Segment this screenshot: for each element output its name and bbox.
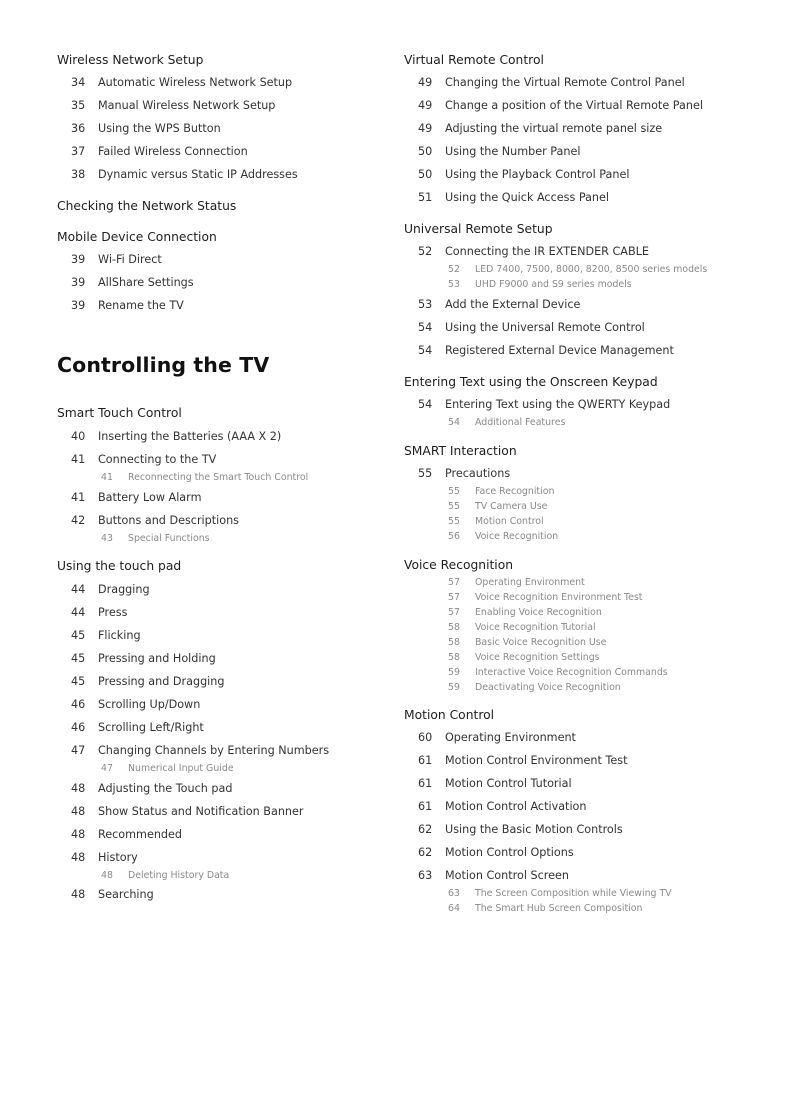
toc-entry[interactable] (57, 276, 194, 289)
entry-title: Enabling Voice Recognition (475, 607, 602, 618)
entry-title: Motion Control (475, 516, 544, 527)
page-number: 48 (71, 851, 86, 864)
entry-title: Using the WPS Button (98, 122, 221, 135)
toc-entry[interactable] (57, 744, 329, 757)
entry-title: Using the Number Panel (445, 145, 581, 158)
toc-entry[interactable] (57, 168, 298, 181)
page-number: 61 (418, 754, 433, 767)
page-number: 53 (418, 298, 433, 311)
page-number: 50 (418, 145, 433, 158)
entry-title: Pressing and Holding (98, 652, 216, 665)
toc-subentry[interactable] (57, 763, 234, 774)
page-number: 57 (448, 592, 460, 603)
page-number: 52 (418, 245, 433, 258)
toc-subentry[interactable] (404, 417, 565, 428)
page-number: 46 (71, 721, 86, 734)
page-number: 63 (448, 888, 460, 899)
page-number: 55 (448, 516, 460, 527)
toc-subentry[interactable] (404, 652, 600, 663)
page-number: 55 (448, 501, 460, 512)
entry-title: TV Camera Use (475, 501, 548, 512)
entry-title: Dynamic versus Static IP Addresses (98, 168, 298, 181)
entry-title: Show Status and Notification Banner (98, 805, 304, 818)
page-number: 61 (418, 777, 433, 790)
toc-entry[interactable] (404, 731, 576, 744)
toc-entry[interactable] (57, 453, 216, 466)
toc-entry[interactable] (57, 606, 127, 619)
toc-subentry[interactable] (404, 279, 632, 290)
page-number: 54 (418, 344, 433, 357)
entry-title: Motion Control Screen (445, 869, 569, 882)
toc-entry[interactable] (57, 652, 216, 665)
section-heading[interactable]: Virtual Remote Control (404, 53, 544, 67)
entry-title: Motion Control Environment Test (445, 754, 628, 767)
page-number: 45 (71, 675, 86, 688)
toc-subentry[interactable] (404, 264, 707, 275)
page-number: 44 (71, 606, 86, 619)
page-number: 53 (448, 279, 460, 290)
entry-title: Voice Recognition (475, 531, 559, 542)
page-number: 36 (71, 122, 86, 135)
toc-entry[interactable] (404, 122, 662, 135)
entry-title: Recommended (98, 828, 183, 841)
section-heading[interactable]: Motion Control (404, 708, 495, 722)
page-number: 48 (71, 782, 86, 795)
toc-entry[interactable] (57, 76, 292, 89)
toc-entry[interactable] (57, 851, 138, 864)
entry-title: Voice Recognition Settings (475, 652, 600, 663)
toc-entry[interactable] (404, 245, 649, 258)
entry-title: Using the Playback Control Panel (445, 168, 630, 181)
entry-title: Entering Text using the QWERTY Keypad (445, 398, 671, 411)
entry-title: Special Functions (128, 533, 210, 544)
page-number: 41 (71, 453, 86, 466)
section-heading[interactable]: Universal Remote Setup (404, 222, 553, 236)
entry-title: Press (98, 606, 128, 619)
entry-title: Inserting the Batteries (AAA X 2) (98, 430, 282, 443)
entry-title: Scrolling Up/Down (98, 698, 201, 711)
page-number: 54 (418, 398, 433, 411)
page-number: 45 (71, 629, 86, 642)
entry-title: Reconnecting the Smart Touch Control (128, 472, 309, 483)
page-number: 60 (418, 731, 433, 744)
toc-entry[interactable] (404, 321, 645, 334)
entry-title: Flicking (98, 629, 141, 642)
toc-entry[interactable] (57, 828, 182, 841)
entry-title: Using the Quick Access Panel (445, 191, 610, 204)
toc-entry[interactable] (404, 168, 629, 181)
toc-entry[interactable] (404, 191, 609, 204)
entry-title: AllShare Settings (98, 276, 194, 289)
toc-entry[interactable] (57, 629, 141, 642)
page-number: 62 (418, 846, 433, 859)
entry-title: Deactivating Voice Recognition (475, 682, 621, 693)
page-number: 40 (71, 430, 86, 443)
entry-title: Voice Recognition Tutorial (475, 622, 596, 633)
toc-subentry[interactable] (404, 501, 547, 512)
page-number: 34 (71, 76, 86, 89)
toc-entry[interactable] (404, 99, 703, 112)
page-number: 39 (71, 276, 86, 289)
entry-title: Searching (98, 888, 154, 901)
entry-title: Face Recognition (475, 486, 555, 497)
entry-title: Operating Environment (475, 577, 585, 588)
toc-entry[interactable] (404, 754, 628, 767)
entry-title: Additional Features (475, 417, 566, 428)
page-number: 58 (448, 622, 460, 633)
page-number: 48 (71, 828, 86, 841)
toc-subentry[interactable] (57, 870, 229, 881)
toc-entry[interactable] (57, 253, 162, 266)
page-number: 49 (418, 99, 433, 112)
page-number: 35 (71, 99, 86, 112)
page-number: 58 (448, 652, 460, 663)
entry-title: Automatic Wireless Network Setup (98, 76, 293, 89)
toc-subentry[interactable] (404, 607, 602, 618)
section-heading[interactable]: Wireless Network Setup (57, 53, 204, 67)
page-number: 47 (71, 744, 86, 757)
page-number: 48 (101, 870, 113, 881)
page-number: 42 (71, 514, 86, 527)
page-number: 59 (448, 667, 460, 678)
toc-entry[interactable] (404, 823, 623, 836)
entry-title: The Smart Hub Screen Composition (475, 903, 643, 914)
entry-title: Scrolling Left/Right (98, 721, 204, 734)
page-number: 48 (71, 805, 86, 818)
entry-title: Changing the Virtual Remote Control Panel (445, 76, 685, 89)
page-number: 45 (71, 652, 86, 665)
entry-title: UHD F9000 and S9 series models (475, 279, 632, 290)
entry-title: Manual Wireless Network Setup (98, 99, 276, 112)
entry-title: Connecting to the TV (98, 453, 217, 466)
toc-entry[interactable] (57, 514, 239, 527)
page-number: 59 (448, 682, 460, 693)
toc-entry[interactable] (404, 467, 510, 480)
toc-entry[interactable] (57, 888, 154, 901)
page-number: 63 (418, 869, 433, 882)
page-number: 37 (71, 145, 86, 158)
toc-entry[interactable] (404, 298, 580, 311)
page-number: 62 (418, 823, 433, 836)
entry-title: Basic Voice Recognition Use (475, 637, 607, 648)
toc-entry[interactable] (57, 721, 204, 734)
toc-entry[interactable] (404, 777, 572, 790)
page-number: 58 (448, 637, 460, 648)
page-number: 38 (71, 168, 86, 181)
toc-entry[interactable] (57, 805, 304, 818)
page-number: 50 (418, 168, 433, 181)
entry-title: Motion Control Options (445, 846, 574, 859)
toc-subentry[interactable] (404, 667, 668, 678)
page-number: 61 (418, 800, 433, 813)
section-heading[interactable]: Mobile Device Connection (57, 230, 217, 244)
page-number: 54 (448, 417, 460, 428)
entry-title: Battery Low Alarm (98, 491, 202, 504)
section-heading[interactable]: Smart Touch Control (57, 406, 182, 420)
page-number: 64 (448, 903, 460, 914)
toc-entry[interactable] (57, 430, 281, 443)
section-heading[interactable]: SMART Interaction (404, 444, 517, 458)
entry-title: The Screen Composition while Viewing TV (475, 888, 672, 899)
entry-title: Motion Control Activation (445, 800, 587, 813)
entry-title: Wi-Fi Direct (98, 253, 162, 266)
page-number: 41 (71, 491, 86, 504)
toc-entry[interactable] (57, 675, 224, 688)
toc-entry[interactable] (404, 869, 569, 882)
page-number: 41 (101, 472, 113, 483)
chapter-heading[interactable]: Controlling the TV (57, 353, 270, 377)
entry-title: Using the Universal Remote Control (445, 321, 645, 334)
toc-entry[interactable] (57, 299, 184, 312)
toc-entry[interactable] (57, 145, 248, 158)
toc-subentry[interactable] (404, 577, 585, 588)
entry-title: Voice Recognition Environment Test (475, 592, 643, 603)
entry-title: LED 7400, 7500, 8000, 8200, 8500 series models (475, 264, 708, 275)
toc-entry[interactable] (404, 76, 685, 89)
toc-subentry[interactable] (404, 682, 621, 693)
page-number: 49 (418, 76, 433, 89)
entry-title: Dragging (98, 583, 150, 596)
toc-entry[interactable] (404, 398, 670, 411)
entry-title: Changing Channels by Entering Numbers (98, 744, 330, 757)
toc-entry[interactable] (404, 344, 674, 357)
page-number: 51 (418, 191, 433, 204)
page-number: 43 (101, 533, 113, 544)
entry-title: Rename the TV (98, 299, 184, 312)
toc-subentry[interactable] (404, 637, 606, 648)
entry-title: Numerical Input Guide (128, 763, 234, 774)
page-number: 47 (101, 763, 113, 774)
page-number: 48 (71, 888, 86, 901)
toc-subentry[interactable] (404, 592, 642, 603)
toc-subentry[interactable] (57, 533, 210, 544)
page-number: 39 (71, 253, 86, 266)
toc-entry[interactable] (57, 99, 275, 112)
toc-subentry[interactable] (404, 486, 554, 497)
entry-title: Adjusting the virtual remote panel size (445, 122, 663, 135)
entry-title: Connecting the IR EXTENDER CABLE (445, 245, 649, 258)
entry-title: Add the External Device (445, 298, 581, 311)
entry-title: Adjusting the Touch pad (98, 782, 233, 795)
entry-title: Change a position of the Virtual Remote Panel (445, 99, 703, 112)
page-number: 55 (418, 467, 433, 480)
entry-title: Interactive Voice Recognition Commands (475, 667, 668, 678)
toc-subentry[interactable] (404, 531, 558, 542)
toc-entry[interactable] (404, 846, 574, 859)
section-heading[interactable]: Entering Text using the Onscreen Keypad (404, 375, 658, 389)
entry-title: Deleting History Data (128, 870, 230, 881)
page-number: 39 (71, 299, 86, 312)
page-number: 56 (448, 531, 460, 542)
section-heading[interactable]: Using the touch pad (57, 559, 182, 573)
toc-entry[interactable] (404, 800, 587, 813)
page-number: 44 (71, 583, 86, 596)
toc-subentry[interactable] (57, 472, 308, 483)
entry-title: Using the Basic Motion Controls (445, 823, 623, 836)
toc-entry[interactable] (57, 782, 232, 795)
entry-title: Buttons and Descriptions (98, 514, 240, 527)
toc-entry[interactable] (57, 491, 201, 504)
toc-subentry[interactable] (404, 516, 544, 527)
entry-title: Registered External Device Management (445, 344, 674, 357)
entry-title: Pressing and Dragging (98, 675, 225, 688)
toc-subentry[interactable] (404, 622, 596, 633)
page-number: 46 (71, 698, 86, 711)
page-number: 49 (418, 122, 433, 135)
toc-subentry[interactable] (404, 888, 672, 899)
page-number: 55 (448, 486, 460, 497)
entry-title: Operating Environment (445, 731, 576, 744)
section-heading[interactable]: Voice Recognition (404, 558, 514, 572)
page-number: 57 (448, 607, 460, 618)
toc-entry[interactable] (57, 698, 200, 711)
toc-entry[interactable] (57, 583, 150, 596)
toc-entry[interactable] (404, 145, 580, 158)
section-heading[interactable]: Checking the Network Status (57, 199, 237, 213)
page-number: 54 (418, 321, 433, 334)
entry-title: Precautions (445, 467, 511, 480)
entry-title: History (98, 851, 138, 864)
toc-entry[interactable] (57, 122, 221, 135)
page-number: 52 (448, 264, 460, 275)
toc-subentry[interactable] (404, 903, 642, 914)
entry-title: Motion Control Tutorial (445, 777, 572, 790)
entry-title: Failed Wireless Connection (98, 145, 248, 158)
page-number: 57 (448, 577, 460, 588)
